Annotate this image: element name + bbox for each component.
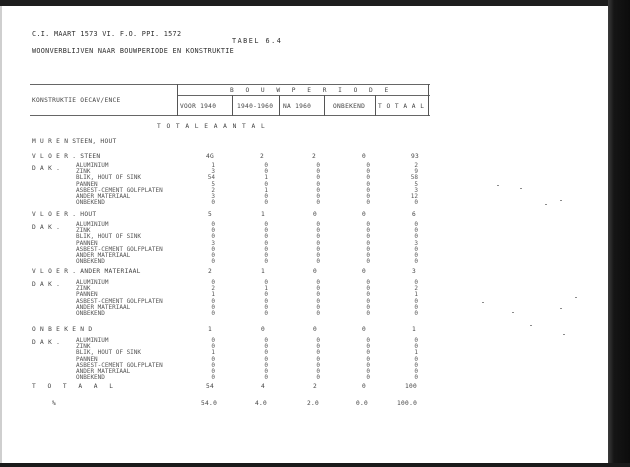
list-item: 0 [366, 233, 370, 241]
scan-top-border [0, 0, 630, 6]
group-4-col-onbekend [360, 338, 370, 381]
list-item: 0 [414, 252, 418, 260]
muren-heading: M U R E N STEEN, HOUT [32, 138, 117, 145]
list-item: 0 [414, 297, 418, 305]
list-item: ZINK [76, 285, 91, 293]
list-item: 0 [264, 258, 268, 266]
list-item: 0 [264, 168, 268, 176]
list-item: 1 [264, 186, 268, 194]
list-item: ASBEST-CEMENT GOLFPLATEN [76, 186, 163, 194]
group-2-dak-items [76, 222, 163, 265]
totaal-row-label: T O T A A L [32, 383, 117, 390]
table-label: TABEL 6.4 [232, 37, 283, 45]
totaal-onbekend: 0 [362, 383, 367, 390]
list-item: 0 [316, 168, 320, 176]
group-4-value-na-1960: 0 [313, 326, 318, 333]
list-item: 0 [316, 245, 320, 253]
list-item: 0 [316, 174, 320, 182]
header-top-rule [30, 84, 430, 85]
list-item: 0 [211, 361, 215, 369]
group-1-col-1940-1960 [258, 163, 268, 206]
list-item: 0 [366, 337, 370, 344]
list-item: 1 [264, 285, 268, 293]
list-item: 0 [366, 239, 370, 247]
list-item: 0 [211, 374, 215, 382]
list-item: 1 [211, 162, 215, 169]
scan-speck [545, 204, 547, 205]
list-item: 0 [366, 374, 370, 382]
list-item: 2 [211, 285, 215, 293]
group-1-dak-label: D A K . [32, 165, 61, 172]
scan-speck [560, 200, 562, 201]
list-item: 0 [414, 310, 418, 318]
column-header-totaal: T O T A A L [378, 103, 425, 110]
group-4-col-1940-1960 [258, 338, 268, 381]
list-item: 0 [264, 162, 268, 169]
list-item: 0 [316, 233, 320, 241]
list-item: 0 [366, 291, 370, 299]
header-divider-1 [177, 84, 178, 116]
group-3-vloer-label: V L O E R . ANDER MATERIAAL [32, 268, 141, 275]
percent-1940-1960: 4.0 [255, 400, 268, 407]
group-3-dak-items [76, 280, 163, 317]
list-item: ASBEST-CEMENT GOLFPLATEN [76, 297, 163, 305]
list-item: 3 [414, 186, 418, 194]
list-item: 0 [414, 337, 418, 344]
header-divider-4 [324, 95, 325, 116]
list-item: 0 [366, 245, 370, 253]
list-item: 0 [264, 252, 268, 260]
group-3-col-na-1960 [310, 280, 320, 317]
scan-speck [575, 297, 577, 298]
group-2-value-1940-1960: 1 [261, 211, 266, 218]
list-item: 0 [264, 245, 268, 253]
list-item: 2 [414, 162, 418, 169]
list-item: 0 [366, 303, 370, 311]
scan-speck [482, 302, 484, 303]
list-item: 0 [366, 252, 370, 260]
scan-bottom-border [0, 463, 630, 467]
list-item: 0 [316, 199, 320, 207]
group-2-col-onbekend [360, 222, 370, 265]
group-2-value-totaal: 6 [412, 211, 417, 218]
group-4-col-voor-1940 [205, 338, 215, 381]
list-item: 0 [316, 355, 320, 363]
group-4-value-voor-1940: 1 [208, 326, 213, 333]
group-4-value-1940-1960: 0 [261, 326, 266, 333]
list-item: 0 [264, 239, 268, 247]
scan-speck [497, 185, 499, 186]
list-item: 0 [414, 221, 418, 228]
group-3-value-totaal: 3 [412, 268, 417, 275]
group-4-value-onbekend: 0 [362, 326, 367, 333]
list-item: 2 [414, 285, 418, 293]
list-item: ANDER MATERIAAL [76, 303, 131, 311]
list-item: ONBEKEND [76, 310, 105, 318]
group-2-dak-label: D A K . [32, 224, 61, 231]
list-item: 3 [211, 168, 215, 176]
list-item: 0 [211, 355, 215, 363]
list-item: 0 [366, 355, 370, 363]
group-2-col-totaal [406, 222, 418, 265]
list-item: PANNEN [76, 291, 98, 299]
group-3-value-na-1960: 0 [313, 268, 318, 275]
list-item: ZINK [76, 168, 91, 176]
list-item: 0 [366, 310, 370, 318]
list-item: BLIK, HOUT OF SINK [76, 233, 142, 241]
list-item: 0 [414, 343, 418, 351]
group-1-value-na-1960: 2 [312, 153, 317, 160]
list-item: 0 [264, 343, 268, 351]
list-item: 0 [366, 343, 370, 351]
list-item: 0 [414, 361, 418, 369]
list-item: 0 [264, 349, 268, 357]
group-4-col-totaal [406, 338, 418, 381]
list-item: 0 [211, 337, 215, 344]
group-1-dak-items [76, 163, 163, 206]
list-item: 0 [264, 199, 268, 207]
list-item: 0 [211, 252, 215, 260]
list-item: PANNEN [76, 239, 98, 247]
list-item: 0 [316, 239, 320, 247]
group-1-value-totaal: 93 [411, 153, 420, 160]
list-item: 0 [211, 245, 215, 253]
list-item: 0 [264, 291, 268, 299]
list-item: ASBEST-CEMENT GOLFPLATEN [76, 361, 163, 369]
list-item: 0 [264, 193, 268, 201]
list-item: 0 [264, 355, 268, 363]
list-item: 0 [366, 349, 370, 357]
list-item: 0 [316, 343, 320, 351]
list-item: 0 [366, 180, 370, 188]
list-item: 0 [211, 343, 215, 351]
list-item: 0 [366, 221, 370, 228]
percent-row-label: % [52, 400, 57, 407]
list-item: BLIK, HOUT OF SINK [76, 174, 142, 182]
list-item: ZINK [76, 227, 91, 235]
list-item: 0 [211, 199, 215, 207]
list-item: 0 [316, 310, 320, 318]
group-3-value-1940-1960: 1 [261, 268, 266, 275]
list-item: 0 [316, 221, 320, 228]
list-item: 0 [366, 279, 370, 286]
list-item: ALUMINIUM [76, 279, 109, 286]
group-4-dak-label: D A K . [32, 339, 61, 346]
list-item: ONBEKEND [76, 199, 105, 207]
group-1-col-onbekend [360, 163, 370, 206]
list-item: PANNEN [76, 180, 98, 188]
list-item: 0 [316, 349, 320, 357]
group-1-value-voor-1940: 4G [206, 153, 215, 160]
list-item: ALUMINIUM [76, 337, 109, 344]
list-item: 0 [316, 374, 320, 382]
scan-right-border [608, 0, 630, 467]
list-item: 0 [316, 279, 320, 286]
group-4-dak-items [76, 338, 163, 381]
percent-onbekend: 0.0 [356, 400, 369, 407]
list-item: 1 [211, 291, 215, 299]
group-3-value-voor-1940: 2 [208, 268, 213, 275]
list-item: 0 [264, 279, 268, 286]
list-item: 2 [211, 186, 215, 194]
list-item: 1 [264, 174, 268, 182]
list-item: 1 [414, 349, 418, 357]
list-item: 3 [211, 239, 215, 247]
list-item: 0 [316, 252, 320, 260]
list-item: 0 [366, 174, 370, 182]
list-item: 0 [316, 162, 320, 169]
list-item: 0 [414, 374, 418, 382]
totaal-aantal-heading: T O T A L E A A N T A L [157, 123, 266, 130]
list-item: 1 [211, 349, 215, 357]
list-item: 0 [316, 291, 320, 299]
list-item: 0 [316, 361, 320, 369]
list-item: 0 [264, 227, 268, 235]
group-4-onbekend-label: O N B E K E N D [32, 326, 93, 333]
list-item: ONBEKEND [76, 374, 105, 382]
column-header-onbekend: ONBEKEND [333, 103, 366, 110]
list-item: 0 [264, 297, 268, 305]
percent-na-1960: 2.0 [307, 400, 320, 407]
group-2-value-na-1960: 0 [313, 211, 318, 218]
column-header-1940-1960: 1940-1960 [237, 103, 274, 110]
list-item: 0 [264, 303, 268, 311]
list-item: ANDER MATERIAAL [76, 368, 131, 376]
list-item: 0 [211, 233, 215, 241]
totaal-na-1960: 2 [313, 383, 318, 390]
document-subtitle: WOONVERBLIJVEN NAAR BOUWPERIODE EN KONSTRUKTIE [32, 47, 235, 55]
list-item: 0 [316, 368, 320, 376]
list-item: 0 [211, 297, 215, 305]
totaal-1940-1960: 4 [261, 383, 266, 390]
list-item: 0 [211, 368, 215, 376]
list-item: 0 [264, 368, 268, 376]
header-divider-2 [232, 95, 233, 116]
list-item: 0 [366, 258, 370, 266]
group-2-value-voor-1940: 5 [208, 211, 213, 218]
list-item: 0 [264, 233, 268, 241]
list-item: 0 [211, 227, 215, 235]
list-item: 0 [211, 310, 215, 318]
group-1-vloer-label: V L O E R . STEEN [32, 153, 101, 160]
group-1-value-1940-1960: 2 [260, 153, 265, 160]
list-item: 0 [211, 279, 215, 286]
list-item: 0 [316, 303, 320, 311]
list-item: 0 [366, 227, 370, 235]
list-item: 0 [366, 168, 370, 176]
list-item: 0 [366, 199, 370, 207]
bouwperiode-label: B O U W P E R I O D E [230, 87, 393, 94]
list-item: 9 [414, 168, 418, 176]
list-item: 0 [366, 193, 370, 201]
group-3-col-onbekend [360, 280, 370, 317]
list-item: ANDER MATERIAAL [76, 193, 131, 201]
group-1-col-totaal [406, 163, 418, 206]
document-header-line: C.I. MAART 1573 VI. F.O. PPI. 1572 [32, 30, 182, 38]
list-item: 0 [414, 199, 418, 207]
group-2-col-voor-1940 [205, 222, 215, 265]
header-bottom-rule [30, 115, 430, 116]
list-item: 0 [264, 337, 268, 344]
list-item: 0 [316, 285, 320, 293]
list-item: 54 [207, 174, 215, 182]
group-3-col-1940-1960 [258, 280, 268, 317]
list-item: 0 [366, 361, 370, 369]
list-item: 0 [264, 180, 268, 188]
percent-totaal: 100.0 [397, 400, 418, 407]
list-item: 0 [366, 297, 370, 305]
list-item: 3 [211, 193, 215, 201]
list-item: 0 [366, 186, 370, 194]
header-divider-6 [428, 84, 429, 116]
list-item: 0 [414, 355, 418, 363]
group-3-dak-label: D A K . [32, 281, 61, 288]
list-item: 58 [410, 174, 418, 182]
percent-voor-1940: 54.0 [201, 400, 218, 407]
list-item: ALUMINIUM [76, 221, 109, 228]
list-item: 0 [316, 258, 320, 266]
list-item: 0 [211, 303, 215, 311]
list-item: 0 [414, 368, 418, 376]
list-item: 5 [211, 180, 215, 188]
list-item: 0 [316, 337, 320, 344]
list-item: ANDER MATERIAAL [76, 252, 131, 260]
list-item: 0 [366, 285, 370, 293]
scan-speck [520, 188, 522, 189]
list-item: 0 [316, 297, 320, 305]
scan-speck [563, 334, 565, 335]
list-item: 0 [366, 162, 370, 169]
scan-speck [530, 325, 532, 326]
group-2-col-1940-1960 [258, 222, 268, 265]
list-item: 0 [414, 258, 418, 266]
list-item: 0 [211, 258, 215, 266]
list-item: 12 [410, 193, 418, 201]
scan-speck [512, 312, 514, 313]
header-divider-3 [279, 95, 280, 116]
group-1-col-na-1960 [310, 163, 320, 206]
list-item: 0 [264, 374, 268, 382]
group-1-col-voor-1940 [205, 163, 215, 206]
list-item: 5 [414, 180, 418, 188]
group-3-col-voor-1940 [205, 280, 215, 317]
group-2-vloer-label: V L O E R . HOUT [32, 211, 97, 218]
list-item: 0 [414, 233, 418, 241]
list-item: 0 [264, 361, 268, 369]
list-item: 0 [366, 368, 370, 376]
list-item: 3 [414, 239, 418, 247]
list-item: 0 [211, 221, 215, 228]
list-item: ZINK [76, 343, 91, 351]
list-item: 1 [414, 291, 418, 299]
group-4-col-na-1960 [310, 338, 320, 381]
list-item: 0 [414, 279, 418, 286]
list-item: 0 [414, 227, 418, 235]
list-item: ALUMINIUM [76, 162, 109, 169]
list-item: 0 [264, 310, 268, 318]
column-header-na-1960: NA 1960 [283, 103, 312, 110]
column-header-konstruktie: KONSTRUKTIE OECAV/ENCE [32, 97, 121, 104]
header-divider-5 [375, 95, 376, 116]
list-item: 0 [264, 221, 268, 228]
list-item: BLIK, HOUT OF SINK [76, 349, 142, 357]
page-left-edge [0, 0, 2, 467]
group-2-col-na-1960 [310, 222, 320, 265]
column-header-voor-1940: VOOR 1940 [180, 103, 217, 110]
list-item: ASBEST-CEMENT GOLFPLATEN [76, 245, 163, 253]
group-3-value-onbekend: 0 [362, 268, 367, 275]
list-item: 0 [414, 303, 418, 311]
list-item: ONBEKEND [76, 258, 105, 266]
list-item: 0 [316, 193, 320, 201]
group-1-value-onbekend: 0 [362, 153, 367, 160]
list-item: PANNEN [76, 355, 98, 363]
group-3-col-totaal [406, 280, 418, 317]
list-item: 0 [316, 227, 320, 235]
list-item: 0 [414, 245, 418, 253]
list-item: 0 [316, 186, 320, 194]
scan-speck [560, 308, 562, 309]
list-item: 0 [316, 180, 320, 188]
header-mid-rule [178, 95, 430, 96]
group-2-value-onbekend: 0 [362, 211, 367, 218]
totaal-totaal: 100 [405, 383, 418, 390]
totaal-voor-1940: 54 [206, 383, 215, 390]
group-4-value-totaal: 1 [412, 326, 417, 333]
